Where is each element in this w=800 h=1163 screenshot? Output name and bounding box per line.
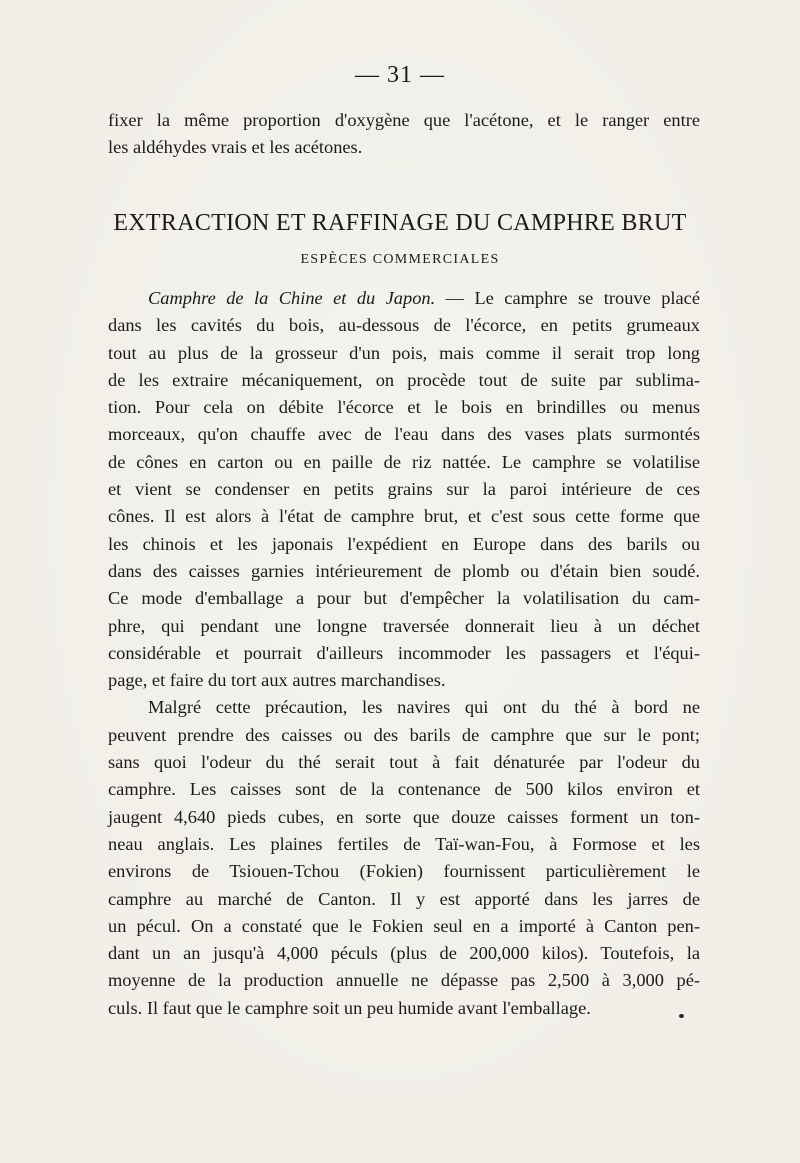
text-line: de cônes en carton ou en paille de riz nattée. Le camphre se volatilise [108,451,700,472]
text-line: Malgré cette précaution, les navires qui ont du thé à bord ne [148,697,700,718]
text-run: — Le camphre se trouve placé [435,288,700,308]
text-line: fixer la même proportion d'oxygène que l'acétone, et le ranger entre [108,110,700,130]
ink-speck [679,1014,684,1018]
text-line: camphre au marché de Canton. Il y est apporté dans les jarres de [108,888,700,909]
section-subheading: ESPÈCES COMMERCIALES [300,252,500,267]
text-line: phre, qui pendant une longne traversée donnerait lieu à un déchet [108,615,700,636]
paragraph-first-line [108,285,700,312]
text-line: neau anglais. Les plaines fertiles de Taï-wan-Fou, à Formose et les [108,833,700,854]
text-line: dant un an jusqu'à 4,000 péculs (plus de 200,000 kilos). Toutefois, la [108,943,700,964]
text-line: tion. Pour cela on débite l'écorce et le bois en brindilles ou menus [108,397,700,418]
body-text [108,285,700,1022]
intro-paragraph [108,107,700,161]
text-line: considérable et pourrait d'ailleurs incommoder les passagers et l'équi- [108,642,700,663]
text-line: moyenne de la production annuelle ne dépasse pas 2,500 à 3,000 pé- [108,970,700,991]
text-line: morceaux, qu'on chauffe avec de l'eau dans des vases plats surmontés [108,424,700,445]
text-line: un pécul. On a constaté que le Fokien seul en a importé à Canton pen- [108,915,700,936]
text-line: sans quoi l'odeur du thé serait tout à fait dénaturée par l'odeur du [108,752,700,773]
text-line: tout au plus de la grosseur d'un pois, mais comme il serait trop long [108,342,700,363]
section-heading: EXTRACTION ET RAFFINAGE DU CAMPHRE BRUT [113,210,687,236]
text-line: et vient se condenser en petits grains sur la paroi intérieure de ces [108,479,700,500]
text-line: environs de Tsiouen-Tchou (Fokien) fournissent particulièrement le [108,861,700,882]
text-line: Ce mode d'emballage a pour but d'empêcher la volatilisation du cam- [108,588,700,609]
text-line: de les extraire mécaniquement, on procède tout de suite par sublima- [108,369,700,390]
text-line: cônes. Il est alors à l'état de camphre brut, et c'est sous cette forme que [108,506,700,527]
page-number: — 31 — [355,62,445,88]
text-line: peuvent prendre des caisses ou des barils de camphre que sur le pont; [108,724,700,745]
text-line: les aldéhydes vrais et les acétones. [108,137,363,157]
text-line: camphre. Les caisses sont de la contenance de 500 kilos environ et [108,779,700,800]
run-in-title: Camphre de la Chine et du Japon. [148,288,436,308]
text-line: dans les cavités du bois, au-dessous de l'écorce, en petits grumeaux [108,315,700,336]
text-line: culs. Il faut que le camphre soit un peu humide avant l'emballage. [108,997,591,1018]
text-line: jaugent 4,640 pieds cubes, en sorte que douze caisses forment un ton- [108,806,700,827]
text-line: les chinois et les japonais l'expédient en Europe dans des barils ou [108,533,700,554]
text-line: page, et faire du tort aux autres marchandises. [108,670,446,691]
text-line: dans des caisses garnies intérieurement de plomb ou d'étain bien soudé. [108,560,700,581]
